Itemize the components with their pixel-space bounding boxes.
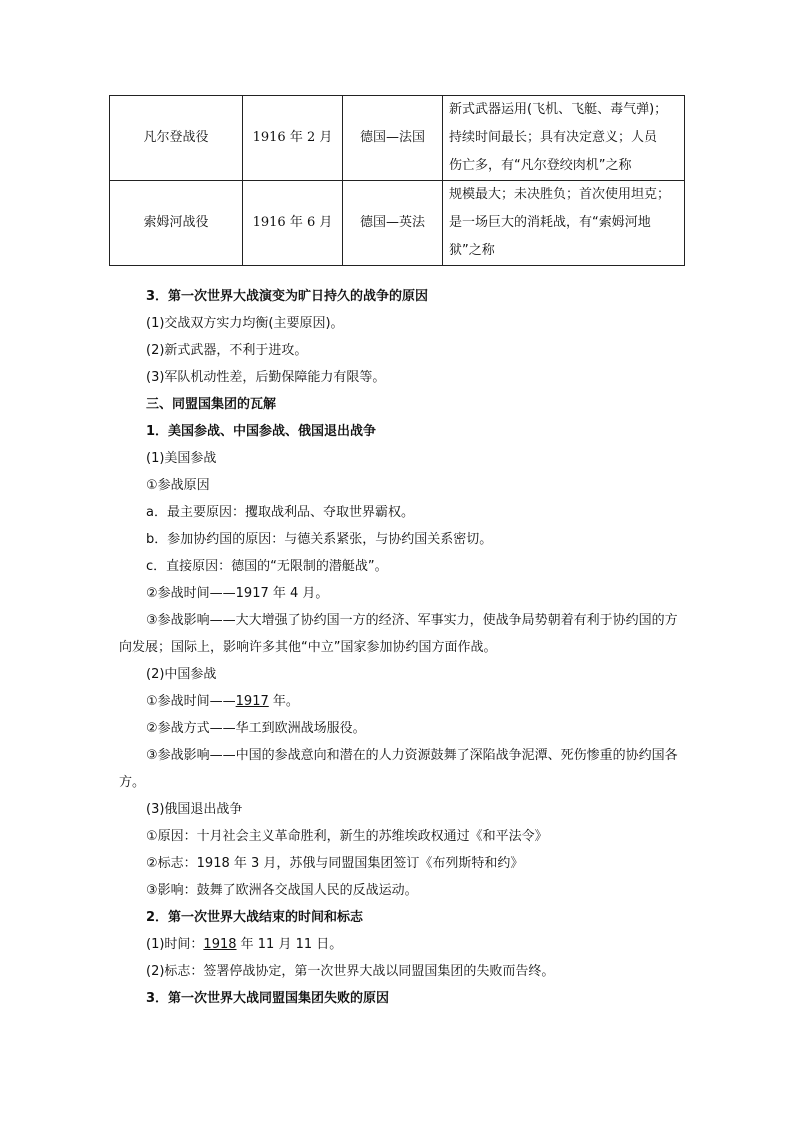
battle-sides: 德国—英法 [343,181,443,266]
text-fragment: ①参战时间—— [146,694,236,709]
underlined-year: 1917 [235,694,269,709]
paragraph: ①原因：十月社会主义革命胜利，新生的苏维埃政权通过《和平法令》 [146,829,548,844]
battle-name: 凡尔登战役 [110,96,243,181]
section-heading: 3．第一次世界大战同盟国集团失败的原因 [146,991,390,1006]
feature-line: 是一场巨大的消耗战，有“索姆河地 [449,215,651,230]
underlined-year: 1918 [203,937,237,952]
paragraph: ②参战方式——华工到欧洲战场服役。 [146,721,366,736]
body-text [119,283,684,1012]
paragraph: ①参战原因 [146,478,210,493]
paragraph: c．直接原因：德国的“无限制的潜艇战”。 [146,559,388,574]
paragraph: ②标志：1918 年 3 月，苏俄与同盟国集团签订《布列斯特和约》 [146,856,524,871]
section-heading: 2．第一次世界大战结束的时间和标志 [146,910,364,925]
text-fragment: 年 11 月 11 日。 [236,937,343,952]
table-row [110,96,685,181]
battles-table [109,95,685,266]
battle-sides: 德国—法国 [343,96,443,181]
feature-line: 新式武器运用(飞机、飞艇、毒气弹)； [449,102,668,117]
feature-line: 规模最大；未决胜负；首次使用坦克； [449,187,671,202]
paragraph: (3)军队机动性差，后勤保障能力有限等。 [146,370,386,385]
paragraph: a．最主要原因：攫取战利品、夺取世界霸权。 [146,505,414,520]
feature-line: 狱”之称 [449,243,495,258]
paragraph: ③参战影响——中国的参战意向和潜在的人力资源鼓舞了深陷战争泥潭、死伤惨重的协约国各方。 [119,748,678,790]
paragraph: b．参加协约国的原因：与德关系紧张，与协约国关系密切。 [146,532,493,547]
paragraph: (1)交战双方实力均衡(主要原因)。 [146,316,344,331]
paragraph: (2)新式武器，不利于进攻。 [146,343,308,358]
paragraph [119,688,684,715]
section-heading: 3．第一次世界大战演变为旷日持久的战争的原因 [146,289,429,304]
paragraph: ②参战时间——1917 年 4 月。 [146,586,329,601]
subsection-heading: (1)美国参战 [146,451,217,466]
feature-line: 伤亡多，有“凡尔登绞肉机”之称 [449,158,632,173]
battle-date: 1916 年 6 月 [243,181,343,266]
battle-name: 索姆河战役 [110,181,243,266]
subsection-heading: (2)中国参战 [146,667,217,682]
part-heading: 三、同盟国集团的瓦解 [146,397,277,412]
paragraph: (2)标志：签署停战协定，第一次世界大战以同盟国集团的失败而告终。 [146,964,555,979]
section-heading: 1．美国参战、中国参战、俄国退出战争 [146,424,377,439]
text-fragment: 年。 [268,694,299,709]
paragraph: ③参战影响——大大增强了协约国一方的经济、军事实力，使战争局势朝着有利于协约国的方向发展；国际上，影响许多其他“中立”国家参加协约国方面作战。 [119,613,678,655]
feature-line: 持续时间最长；具有决定意义；人员 [449,130,658,145]
paragraph: ③影响：鼓舞了欧洲各交战国人民的反战运动。 [146,883,418,898]
paragraph [119,931,684,958]
table-row [110,181,685,266]
battle-date: 1916 年 2 月 [243,96,343,181]
subsection-heading: (3)俄国退出战争 [146,802,243,817]
text-fragment: (1)时间： [146,937,204,952]
battle-features [443,96,685,181]
battle-features [443,181,685,266]
